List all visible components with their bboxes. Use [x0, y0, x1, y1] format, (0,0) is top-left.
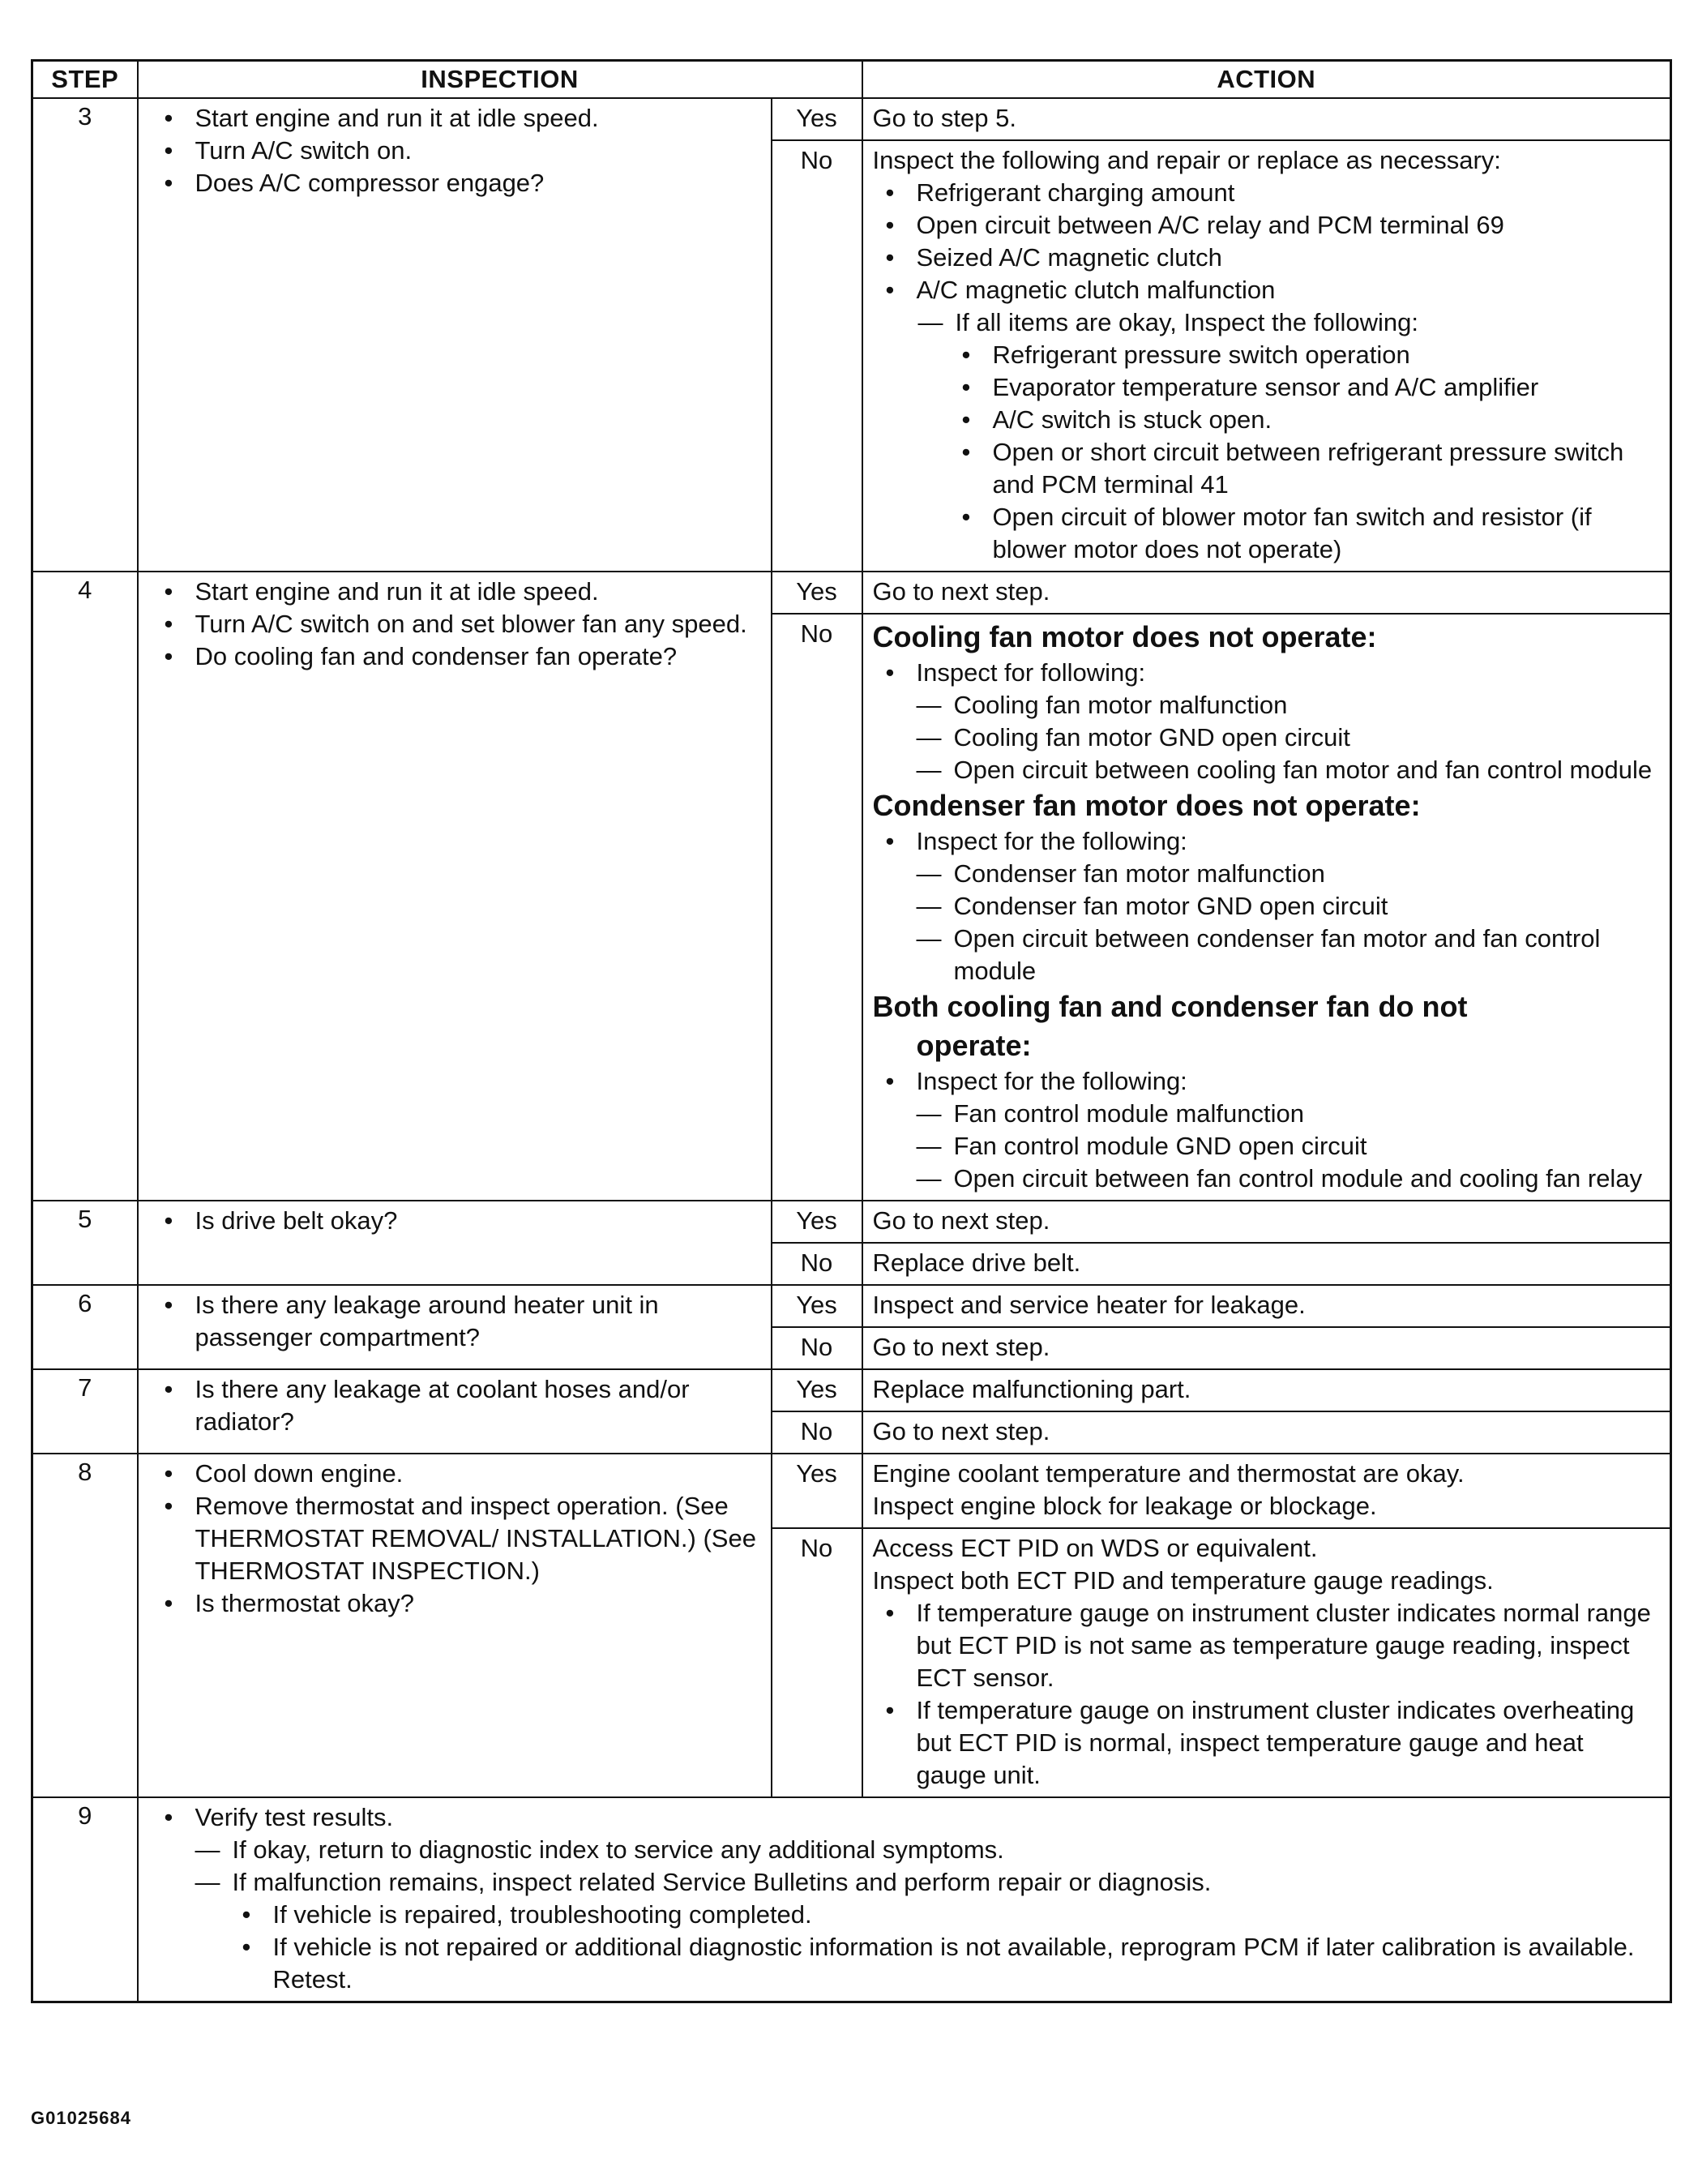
step-8-inspection: [138, 1454, 772, 1797]
figure-code: G01025684: [31, 2108, 131, 2128]
step-4-inspection: [138, 572, 772, 1201]
action-intro: Inspect the following and repair or replace as necessary:: [872, 146, 1501, 174]
step-5-yes-row: [32, 1201, 1671, 1243]
action-line: Inspect engine block for leakage or blockage.: [872, 1492, 1377, 1520]
step-number: 5: [32, 1201, 138, 1285]
action-sub-item: — Cooling fan motor malfunction: [917, 689, 1661, 722]
no-label: No: [772, 1243, 862, 1285]
step-number: 6: [32, 1285, 138, 1369]
inspection-item: • Is drive belt okay?: [155, 1205, 758, 1237]
inspection-sub-item-text: If malfunction remains, inspect related Service Bulletins and perform repair or diagnosis.: [232, 1868, 1212, 1896]
action-sub-item: • Refrigerant pressure switch operation: [952, 339, 1661, 371]
action-sub-item: • Open or short circuit between refrigerant pressure switch and PCM terminal 41: [952, 436, 1661, 501]
inspection-item: • Is there any leakage around heater unit in passenger compartment?: [155, 1289, 758, 1354]
yes-action: Go to step 5.: [862, 98, 1671, 140]
step-7-inspection: [138, 1369, 772, 1454]
condition-heading: Both cooling fan and condenser fan do not: [872, 990, 1468, 1023]
inspection-sub-sub-item: • If vehicle is not repaired or additional diagnostic information is not available, reprogram PCM if later calibration is available. Retest.: [233, 1931, 1657, 1996]
action-sub-item: — Open circuit between fan control module and cooling fan relay: [917, 1163, 1661, 1195]
inspection-item: • Is there any leakage at coolant hoses and/or radiator?: [155, 1373, 758, 1438]
no-action: Go to next step.: [862, 1411, 1671, 1454]
action-sub-item: • Evaporator temperature sensor and A/C amplifier: [952, 371, 1661, 404]
action-item: • If temperature gauge on instrument cluster indicates normal range but ECT PID is not same as temperature gauge reading, inspect ECT sensor.: [876, 1597, 1661, 1694]
yes-action: Replace malfunctioning part.: [862, 1369, 1671, 1411]
no-label: No: [772, 1528, 862, 1797]
condition-heading: Cooling fan motor does not operate:: [872, 620, 1377, 653]
inspection-item: • Start engine and run it at idle speed.: [155, 576, 758, 608]
header-step: STEP: [32, 61, 138, 99]
inspection-item: • Turn A/C switch on and set blower fan any speed.: [155, 608, 758, 640]
action-item: [876, 1065, 1661, 1195]
action-sub-item: — Fan control module malfunction: [917, 1098, 1661, 1130]
action-sub-item: • Open circuit of blower motor fan switch and resistor (if blower motor does not operate): [952, 501, 1661, 566]
action-intro: Inspect for the following:: [916, 827, 1187, 855]
step-number: 8: [32, 1454, 138, 1797]
no-label: No: [772, 614, 862, 1201]
step-3-yes-row: [32, 98, 1671, 140]
action-sub-item: — Cooling fan motor GND open circuit: [917, 722, 1661, 754]
step-3-inspection: [138, 98, 772, 572]
action-intro: Inspect for following:: [916, 658, 1146, 687]
step-9-inspection: [138, 1797, 1671, 2002]
header-action: ACTION: [862, 61, 1671, 99]
inspection-sub-sub-item: • If vehicle is repaired, troubleshooting completed.: [233, 1899, 1657, 1931]
action-sub-item: — Fan control module GND open circuit: [917, 1130, 1661, 1163]
step-8-no-action: [862, 1528, 1671, 1797]
action-sub-intro-text: If all items are okay, Inspect the following:: [955, 308, 1418, 336]
no-action: Replace drive belt.: [862, 1243, 1671, 1285]
action-item: • If temperature gauge on instrument cluster indicates overheating but ECT PID is normal, inspect temperature gauge and heat gauge unit.: [876, 1694, 1661, 1792]
action-item: • Open circuit between A/C relay and PCM terminal 69: [876, 209, 1661, 242]
action-sub-item: — Condenser fan motor malfunction: [917, 858, 1661, 890]
inspection-item: • Do cooling fan and condenser fan operate?: [155, 640, 758, 673]
step-4-yes-row: [32, 572, 1671, 614]
yes-action: Go to next step.: [862, 572, 1671, 614]
header-row: [32, 61, 1671, 99]
inspection-item: • Does A/C compressor engage?: [155, 167, 758, 199]
action-sub-item: — Open circuit between cooling fan motor and fan control module: [917, 754, 1661, 786]
action-item: • A/C magnetic clutch malfunction: [876, 274, 1661, 306]
yes-label: Yes: [772, 1285, 862, 1327]
inspection-item: • Turn A/C switch on.: [155, 135, 758, 167]
inspection-sub-item: [195, 1866, 1657, 1996]
action-intro: Inspect for the following:: [916, 1067, 1187, 1095]
step-6-inspection: [138, 1285, 772, 1369]
yes-label: Yes: [772, 98, 862, 140]
inspection-item: • Is thermostat okay?: [155, 1587, 758, 1620]
inspection-item: • Remove thermostat and inspect operation. (See THERMOSTAT REMOVAL/ INSTALLATION.) (See THERMOSTAT INSPECTION.): [155, 1490, 758, 1587]
step-3-no-action: [862, 140, 1671, 572]
inspection-main: Verify test results.: [195, 1803, 394, 1831]
condition-heading-continued: operate:: [916, 1029, 1032, 1062]
action-item: [876, 825, 1661, 987]
step-9-row: [32, 1797, 1671, 2002]
no-label: No: [772, 1327, 862, 1369]
diagnostic-table-document: [31, 59, 1670, 2003]
step-7-yes-row: [32, 1369, 1671, 1411]
action-sub-item: — Condenser fan motor GND open circuit: [917, 890, 1661, 923]
step-8-yes-action: [862, 1454, 1671, 1528]
diagnostic-table: [31, 59, 1672, 2003]
inspection-sub-item: — If okay, return to diagnostic index to service any additional symptoms.: [195, 1834, 1657, 1866]
action-line: Inspect both ECT PID and temperature gauge readings.: [872, 1566, 1494, 1595]
yes-label: Yes: [772, 1454, 862, 1528]
step-number: 9: [32, 1797, 138, 2002]
yes-label: Yes: [772, 1201, 862, 1243]
condition-heading: Condenser fan motor does not operate:: [872, 789, 1421, 822]
action-item: • Refrigerant charging amount: [876, 177, 1661, 209]
inspection-item: • Cool down engine.: [155, 1458, 758, 1490]
no-label: No: [772, 140, 862, 572]
step-number: 4: [32, 572, 138, 1201]
action-line: Access ECT PID on WDS or equivalent.: [872, 1534, 1318, 1562]
step-number: 3: [32, 98, 138, 572]
inspection-item: • Start engine and run it at idle speed.: [155, 102, 758, 135]
no-label: No: [772, 1411, 862, 1454]
step-number: 7: [32, 1369, 138, 1454]
no-action: Go to next step.: [862, 1327, 1671, 1369]
step-6-yes-row: [32, 1285, 1671, 1327]
action-line: Engine coolant temperature and thermostat are okay.: [872, 1459, 1465, 1488]
yes-label: Yes: [772, 572, 862, 614]
step-4-no-action: [862, 614, 1671, 1201]
header-inspection: INSPECTION: [138, 61, 862, 99]
inspection-item: [155, 1801, 1657, 1996]
action-item: [876, 657, 1661, 786]
action-item: • Seized A/C magnetic clutch: [876, 242, 1661, 274]
action-sub-intro: [918, 306, 1661, 566]
step-8-yes-row: [32, 1454, 1671, 1528]
action-sub-item: — Open circuit between condenser fan motor and fan control module: [917, 923, 1661, 987]
step-5-inspection: [138, 1201, 772, 1285]
action-sub-item: • A/C switch is stuck open.: [952, 404, 1661, 436]
yes-label: Yes: [772, 1369, 862, 1411]
yes-action: Go to next step.: [862, 1201, 1671, 1243]
yes-action: Inspect and service heater for leakage.: [862, 1285, 1671, 1327]
